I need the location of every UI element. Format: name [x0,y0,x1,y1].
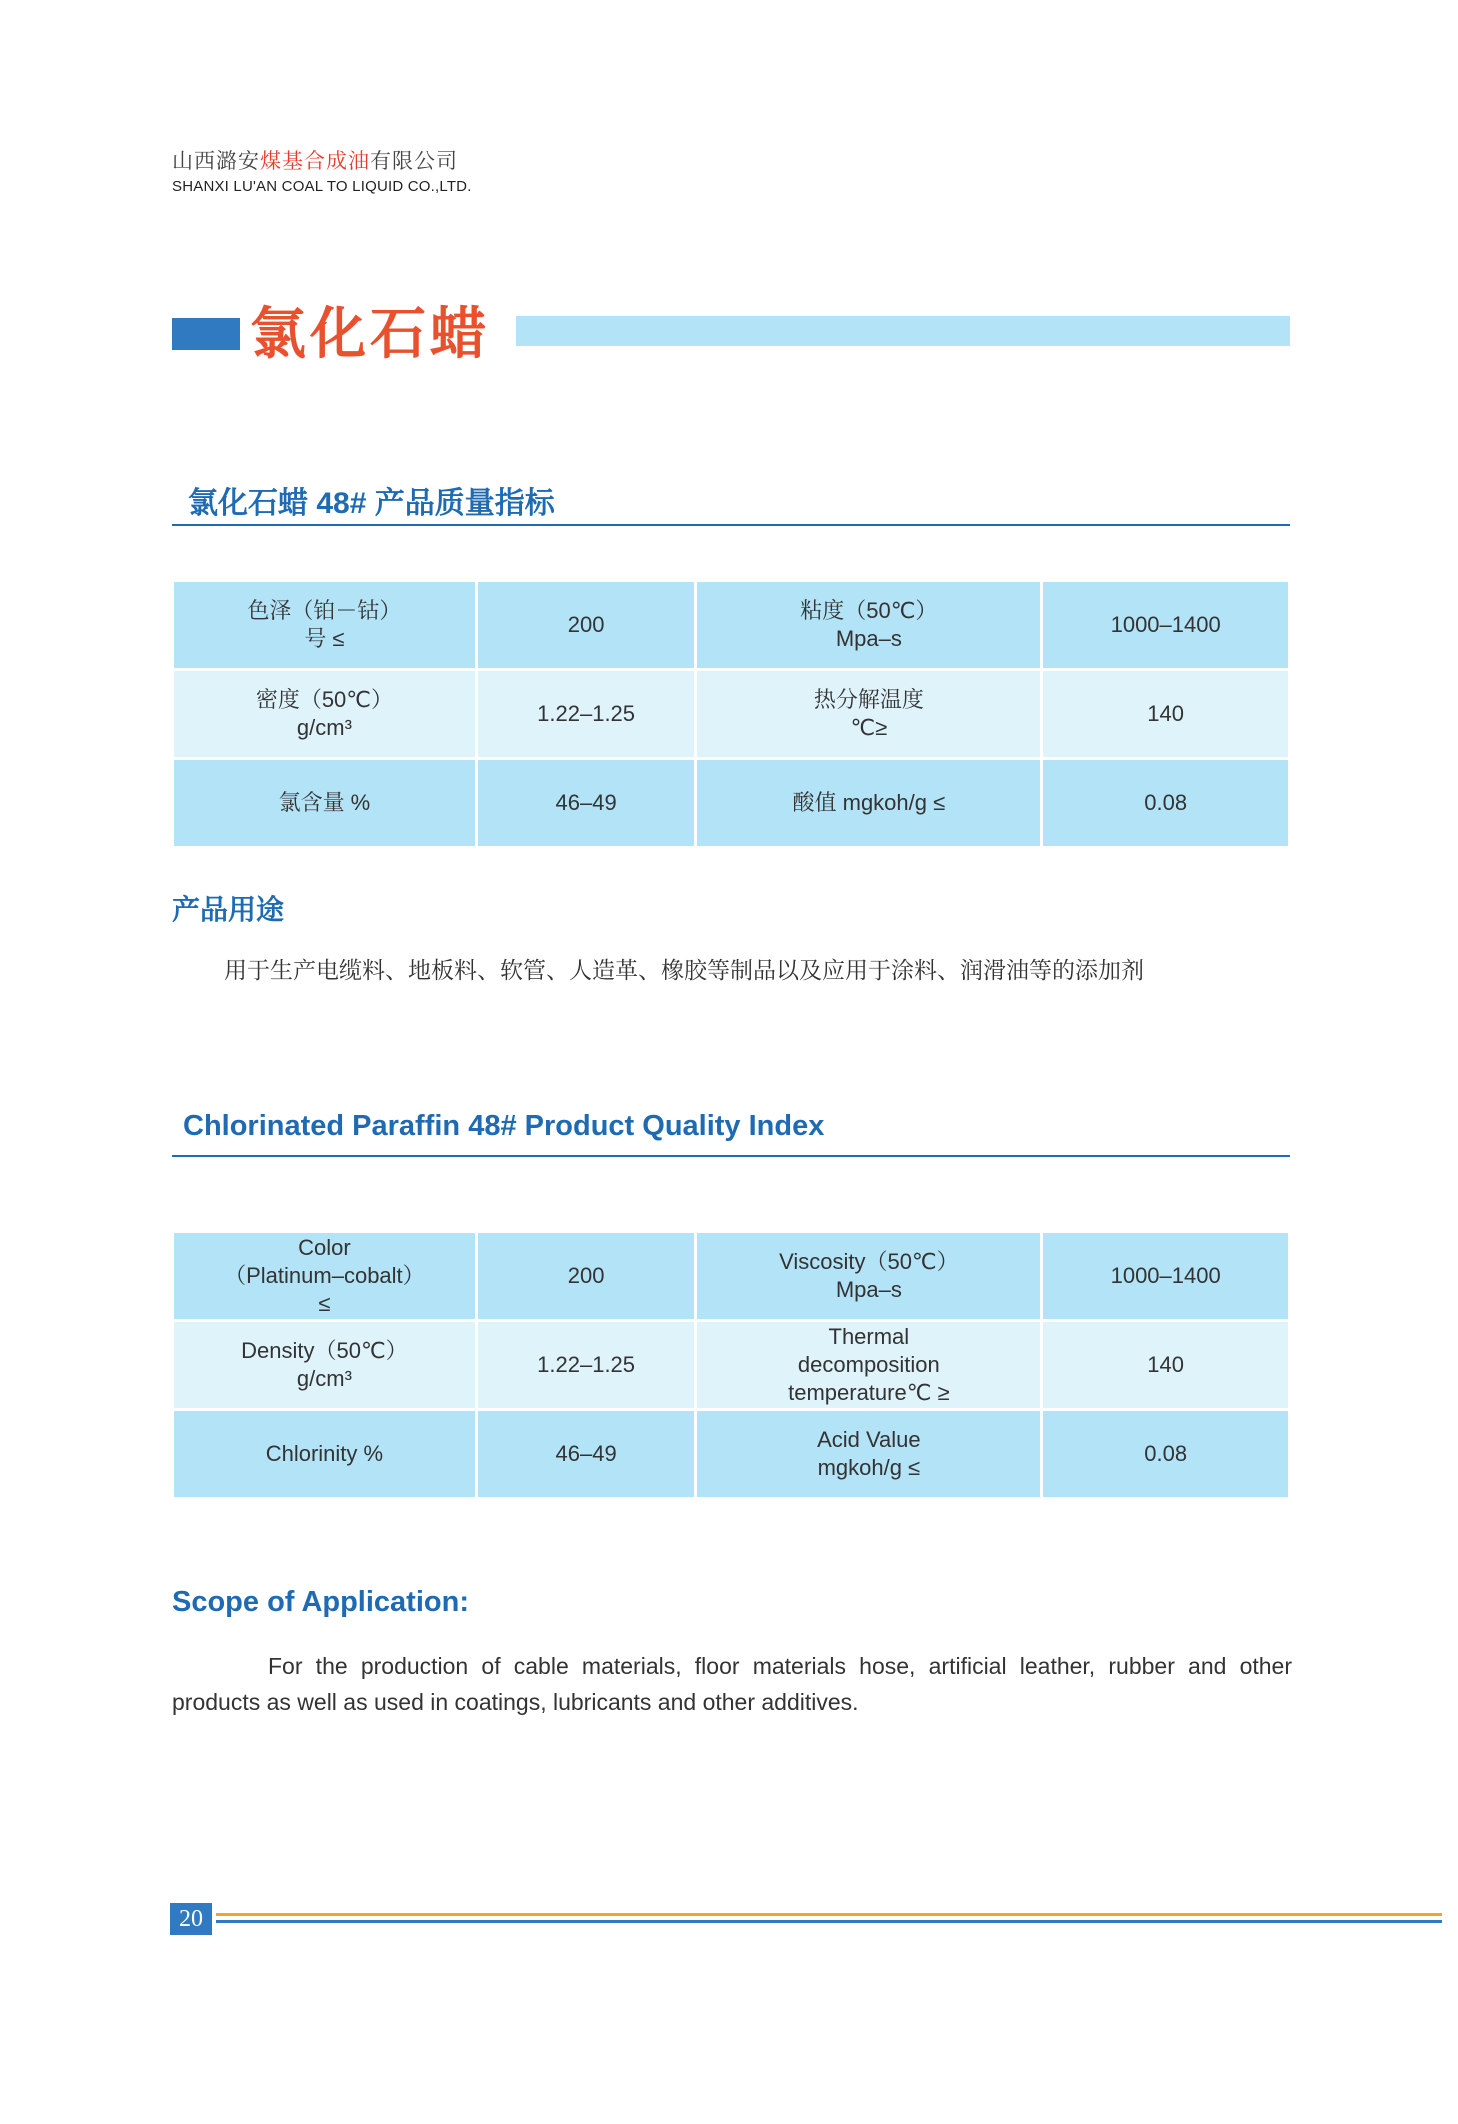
table-cell: 粘度（50℃） Mpa–s [697,582,1040,668]
table-cell: 46–49 [478,1411,695,1497]
cn-usage-text: 用于生产电缆料、地板料、软管、人造革、橡胶等制品以及应用于涂料、润滑油等的添加剂 [224,957,1144,983]
table-cell: 氯含量 % [174,760,475,846]
table-cell: Density（50℃） g/cm³ [174,1322,475,1408]
cn-usage-heading: 产品用途 [172,894,285,925]
company-name-cn-prefix: 山西潞安 [172,150,260,173]
table-cell: Thermal decomposition temperature℃ ≥ [697,1322,1040,1408]
en-quality-heading: Chlorinated Paraffin 48# Product Quality Index [183,1110,825,1142]
cn-heading-rule [172,524,1290,526]
table-row [174,1233,1288,1319]
table-cell: 46–49 [478,760,695,846]
table-cell: 0.08 [1043,760,1288,846]
table-row [174,671,1288,757]
table-cell: Viscosity（50℃） Mpa–s [697,1233,1040,1319]
table-cell: Chlorinity % [174,1411,475,1497]
table-cell: 热分解温度 ℃≥ [697,671,1040,757]
title-accent-block [172,318,240,350]
cn-quality-table [171,579,1291,849]
company-name-cn-suffix: 有限公司 [370,150,458,173]
cn-quality-heading: 氯化石蜡 48# 产品质量指标 [188,487,555,520]
table-row [174,760,1288,846]
table-row [174,1322,1288,1408]
page-title: 氯化石蜡 [250,301,490,367]
table-cell: 1.22–1.25 [478,671,695,757]
table-row [174,582,1288,668]
table-cell: 200 [478,582,695,668]
company-name-cn [172,145,458,175]
en-scope-text: For the production of cable materials, floor materials hose, artificial leather, rubber and other products as well as used in coatings, lubricants and other additives. [172,1653,1292,1715]
table-cell: Acid Value mgkoh/g ≤ [697,1411,1040,1497]
table-cell: 1000–1400 [1043,1233,1288,1319]
title-accent-bar [516,316,1290,346]
footer-rule-blue [216,1920,1442,1923]
table-row [174,1411,1288,1497]
table-cell: 200 [478,1233,695,1319]
table-cell: 密度（50℃） g/cm³ [174,671,475,757]
company-name-cn-highlight: 煤基合成油 [260,150,370,173]
table-cell: 酸值 mgkoh/g ≤ [697,760,1040,846]
table-cell: Color （Platinum–cobalt） ≤ [174,1233,475,1319]
en-quality-table [171,1230,1291,1500]
en-heading-rule [172,1155,1290,1157]
en-scope-heading: Scope of Application: [172,1586,469,1618]
page-number: 20 [170,1903,212,1935]
table-cell: 140 [1043,671,1288,757]
table-cell: 色泽（铂－钴） 号 ≤ [174,582,475,668]
table-cell: 1.22–1.25 [478,1322,695,1408]
table-cell: 140 [1043,1322,1288,1408]
table-cell: 0.08 [1043,1411,1288,1497]
company-name-en: SHANXI LU'AN COAL TO LIQUID CO.,LTD. [172,178,472,195]
table-cell: 1000–1400 [1043,582,1288,668]
footer-rule-orange [216,1913,1442,1916]
